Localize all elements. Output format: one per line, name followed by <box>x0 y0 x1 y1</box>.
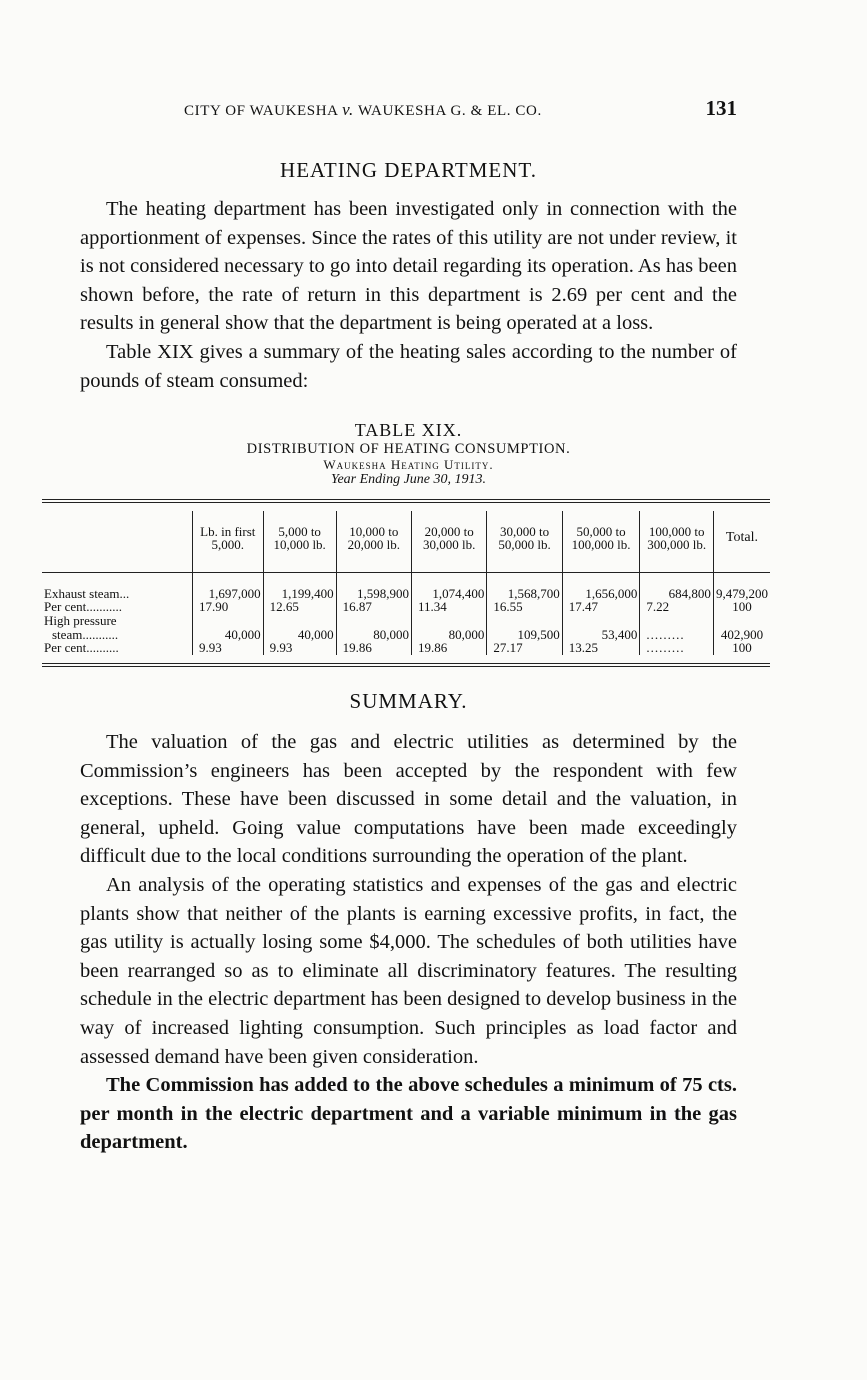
cell: 9.93 <box>263 641 336 655</box>
row-label-high-pressure: High pressure <box>44 613 117 629</box>
table-xix <box>42 499 770 667</box>
table-row-high <box>42 628 770 642</box>
cell: 9.93 <box>193 641 264 655</box>
cell: ......... <box>640 641 714 655</box>
col-header-total: Total. <box>713 511 770 573</box>
page-number: 131 <box>705 96 737 120</box>
table-subtitle: DISTRIBUTION OF HEATING CONSUMPTION. <box>246 440 571 457</box>
cell-total: 402,900 <box>713 628 770 642</box>
running-title <box>184 100 542 120</box>
row-label-percent: Per cent........... <box>44 599 122 615</box>
cell: ......... <box>640 628 714 642</box>
cell: 27.17 <box>487 641 562 655</box>
cell: 17.47 <box>562 600 640 614</box>
cell: 1,598,900 <box>336 587 411 601</box>
row-label-exhaust: Exhaust steam... <box>44 585 130 601</box>
cell: 109,500 <box>487 628 562 642</box>
table-row-percent-1 <box>42 600 770 614</box>
col-header-7: 100,000 to 300,000 lb. <box>640 511 714 573</box>
heating-consumption-table <box>42 511 770 655</box>
table-row-high-label <box>42 614 770 628</box>
col-header-5: 30,000 to 50,000 lb. <box>487 511 562 573</box>
cell: 16.87 <box>336 600 411 614</box>
cell: 1,656,000 <box>562 587 640 601</box>
cell: 16.55 <box>487 600 562 614</box>
cell: 7.22 <box>640 600 714 614</box>
cell: 12.65 <box>263 600 336 614</box>
table-header-row <box>42 511 770 573</box>
cell-total: 9,479,200 <box>713 587 770 601</box>
row-label-percent: Per cent.......... <box>44 640 119 656</box>
table-year: Year Ending June 30, 1913. <box>330 472 487 488</box>
heating-department-heading: HEATING DEPARTMENT. <box>280 158 537 182</box>
cell: 684,800 <box>640 587 714 601</box>
table-caption <box>80 420 737 488</box>
col-header-3: 10,000 to 20,000 lb. <box>336 511 411 573</box>
cell-total: 100 <box>713 600 770 614</box>
table-title: TABLE XIX. <box>354 420 463 441</box>
cell: 80,000 <box>412 628 487 642</box>
cell: 1,697,000 <box>193 587 264 601</box>
summary-paragraph-1: The valuation of the gas and electric utilities as determined by the Commission’s engineers has been accepted by the respondent with few exceptions. These have been discussed in some detail and the valuation, in general, upheld. Going value computations have been made exceedingly difficult due to the local conditions surrounding the operation of the plant. <box>80 731 737 868</box>
cell: 11.34 <box>412 600 487 614</box>
summary-paragraph-2: An analysis of the operating statistics and expenses of the gas and electric plants show that neither of the plants is earning excessive profits, in fact, the gas utility is actually losing some $4,000. The schedules of both utilities have been rearranged so as to eliminate all discriminatory features. The resulting schedule in the electric department has been designed to develop business in the way of increased lighting consumption. Such principles as load factor and assessed demand have been given consideration. <box>80 874 737 1068</box>
col-header-1: Lb. in first 5,000. <box>193 511 264 573</box>
cell: 19.86 <box>412 641 487 655</box>
row-label-steam: steam........... <box>52 626 119 642</box>
cell: 40,000 <box>193 628 264 642</box>
col-header-2: 5,000 to 10,000 lb. <box>263 511 336 573</box>
running-title-part-b: WAUKESHA G. & EL. CO. <box>353 103 542 119</box>
cell-total: 100 <box>713 641 770 655</box>
cell: 80,000 <box>336 628 411 642</box>
summary-heading: SUMMARY. <box>349 689 468 714</box>
table-utility: Waukesha Heating Utility. <box>323 456 494 472</box>
stub-header <box>42 511 193 573</box>
running-title-part-a: CITY OF WAUKESHA <box>184 103 343 119</box>
cell: 13.25 <box>562 641 640 655</box>
col-header-6: 50,000 to 100,000 lb. <box>562 511 640 573</box>
heating-paragraph-2: Table XIX gives a summary of the heating sales according to the number of pounds of steam consumed: <box>80 340 737 392</box>
running-title-v: v. <box>342 100 354 119</box>
cell: 40,000 <box>263 628 336 642</box>
cell: 17.90 <box>193 600 264 614</box>
cell: 1,074,400 <box>412 587 487 601</box>
cell: 1,568,700 <box>487 587 562 601</box>
cell: 53,400 <box>562 628 640 642</box>
running-header <box>80 96 737 126</box>
table-row-percent-2 <box>42 641 770 655</box>
summary-paragraph-3: The Commission has added to the above schedules a minimum of 75 cts. per month in the electric department and a variable minimum in the gas department. <box>80 1074 737 1154</box>
table-row-exhaust <box>42 587 770 601</box>
book-page <box>44 96 768 1157</box>
cell: 19.86 <box>336 641 411 655</box>
heating-paragraph-1: The heating department has been investigated only in connection with the apportionment of expenses. Since the rates of this utility are not under review, it is not considered necessary to go into detail regarding its operation. As has been shown before, the rate of return in this department is 2.69 per cent and the results in general show that the department is being operated at a loss. <box>80 198 737 335</box>
col-header-4: 20,000 to 30,000 lb. <box>412 511 487 573</box>
cell: 1,199,400 <box>263 587 336 601</box>
